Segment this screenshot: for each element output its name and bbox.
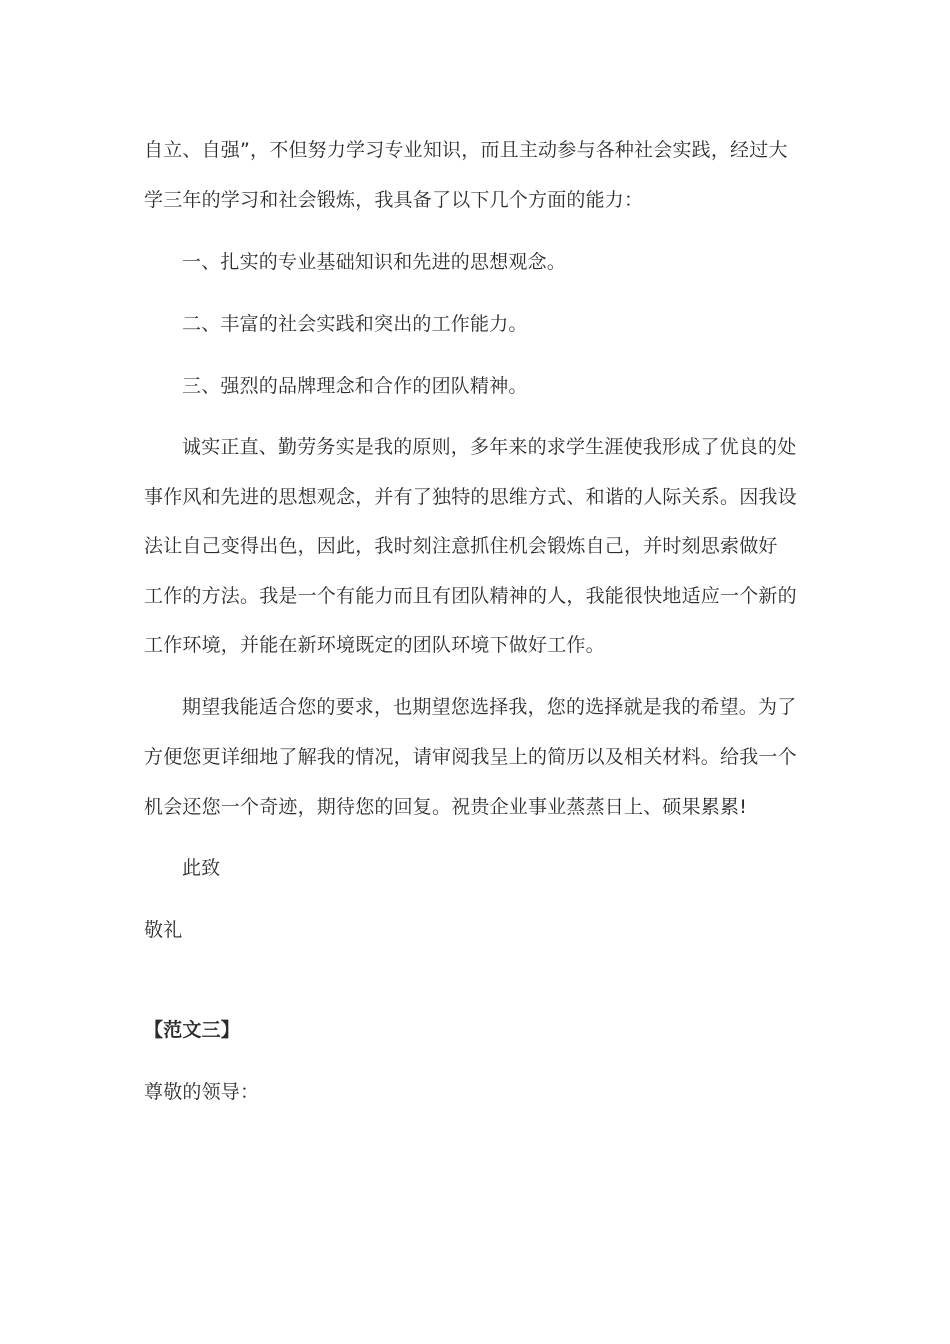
ability-item: 一、扎实的专业基础知识和先进的思想观念。	[182, 251, 567, 273]
paragraph-line: 事作风和先进的思想观念，并有了独特的思维方式、和谐的人际关系。因我设	[144, 486, 797, 508]
section-heading: 【范文三】	[144, 1019, 241, 1041]
paragraph-line: 诚实正直、勤劳务实是我的原则，多年来的求学生涯使我形成了优良的处	[182, 436, 797, 458]
salutation: 尊敬的领导：	[144, 1081, 260, 1103]
paragraph-line: 自立、自强”，不但努力学习专业知识，而且主动参与各种社会实践，经过大	[144, 139, 788, 161]
paragraph-line: 工作环境，并能在新环境既定的团队环境下做好工作。	[144, 634, 605, 656]
paragraph-line: 学三年的学习和社会锻炼，我具备了以下几个方面的能力：	[144, 189, 644, 211]
paragraph-line: 法让自己变得出色，因此，我时刻注意抓住机会锻炼自己，并时刻思索做好	[144, 535, 778, 557]
closing-line-1: 此致	[182, 857, 221, 879]
paragraph-line: 工作的方法。我是一个有能力而且有团队精神的人，我能很快地适应一个新的	[144, 585, 797, 607]
ability-item: 三、强烈的品牌理念和合作的团队精神。	[182, 375, 528, 397]
paragraph-line: 机会还您一个奇迹，期待您的回复。祝贵企业事业蒸蒸日上、硕果累累!	[144, 796, 748, 818]
paragraph-line: 方便您更详细地了解我的情况，请审阅我呈上的简历以及相关材料。给我一个	[144, 746, 797, 768]
ability-item: 二、丰富的社会实践和突出的工作能力。	[182, 313, 528, 335]
closing-line-2: 敬礼	[144, 919, 183, 941]
paragraph-line: 期望我能适合您的要求，也期望您选择我，您的选择就是我的希望。为了	[182, 696, 797, 718]
